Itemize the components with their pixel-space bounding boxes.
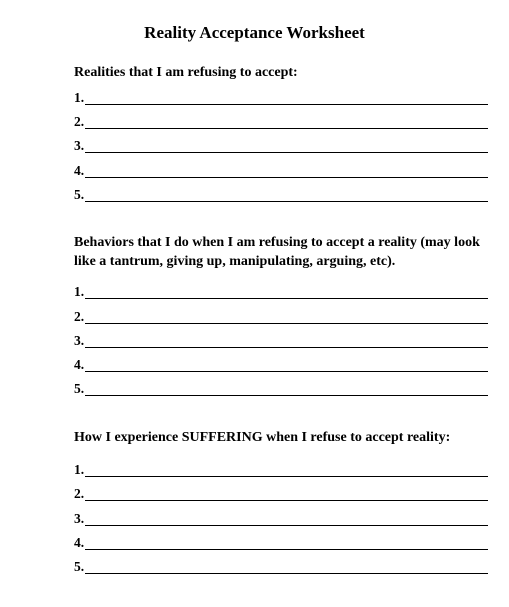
section-2-prompt: Behaviors that I do when I am refusing to accept a reality (may look like a tantrum, giving up, manipulating, arguing, etc). [74, 235, 480, 269]
answer-blank[interactable] [85, 163, 488, 178]
line-number: 3. [74, 138, 85, 153]
answer-blank[interactable] [85, 187, 488, 202]
section-1-line-5[interactable] [74, 186, 488, 202]
section-3-prompt: How I experience SUFFERING when I refuse to accept reality: [74, 430, 451, 445]
line-number: 1. [74, 90, 85, 105]
section-3-line-4[interactable] [74, 534, 488, 550]
section-1-line-1[interactable] [74, 89, 488, 105]
answer-blank[interactable] [85, 357, 488, 372]
line-number: 5. [74, 559, 85, 574]
line-number: 2. [74, 309, 85, 324]
answer-blank[interactable] [85, 114, 488, 129]
line-number: 5. [74, 187, 85, 202]
answer-blank[interactable] [85, 284, 488, 299]
line-number: 2. [74, 114, 85, 129]
answer-blank[interactable] [85, 381, 488, 396]
answer-blank[interactable] [85, 138, 488, 153]
answer-blank[interactable] [85, 511, 488, 526]
line-number: 3. [74, 511, 85, 526]
answer-blank[interactable] [85, 559, 488, 574]
line-number: 2. [74, 486, 85, 501]
section-3-line-2[interactable] [74, 485, 488, 501]
line-number: 4. [74, 357, 85, 372]
section-2-line-4[interactable] [74, 356, 488, 372]
line-number: 4. [74, 535, 85, 550]
section-1-line-2[interactable] [74, 113, 488, 129]
section-1-prompt: Realities that I am refusing to accept: [74, 65, 298, 80]
page-title: Reality Acceptance Worksheet [144, 23, 365, 42]
section-1-line-3[interactable] [74, 137, 488, 153]
line-number: 1. [74, 284, 85, 299]
answer-blank[interactable] [85, 486, 488, 501]
section-3-line-1[interactable] [74, 461, 488, 477]
section-2-line-3[interactable] [74, 332, 488, 348]
section-2-line-2[interactable] [74, 308, 488, 324]
answer-blank[interactable] [85, 333, 488, 348]
line-number: 1. [74, 462, 85, 477]
answer-blank[interactable] [85, 535, 488, 550]
answer-blank[interactable] [85, 462, 488, 477]
section-3-line-5[interactable] [74, 558, 488, 574]
answer-blank[interactable] [85, 90, 488, 105]
section-3-line-3[interactable] [74, 510, 488, 526]
section-2-line-5[interactable] [74, 380, 488, 396]
line-number: 3. [74, 333, 85, 348]
section-1-line-4[interactable] [74, 162, 488, 178]
section-2-line-1[interactable] [74, 283, 488, 299]
answer-blank[interactable] [85, 309, 488, 324]
line-number: 5. [74, 381, 85, 396]
line-number: 4. [74, 163, 85, 178]
